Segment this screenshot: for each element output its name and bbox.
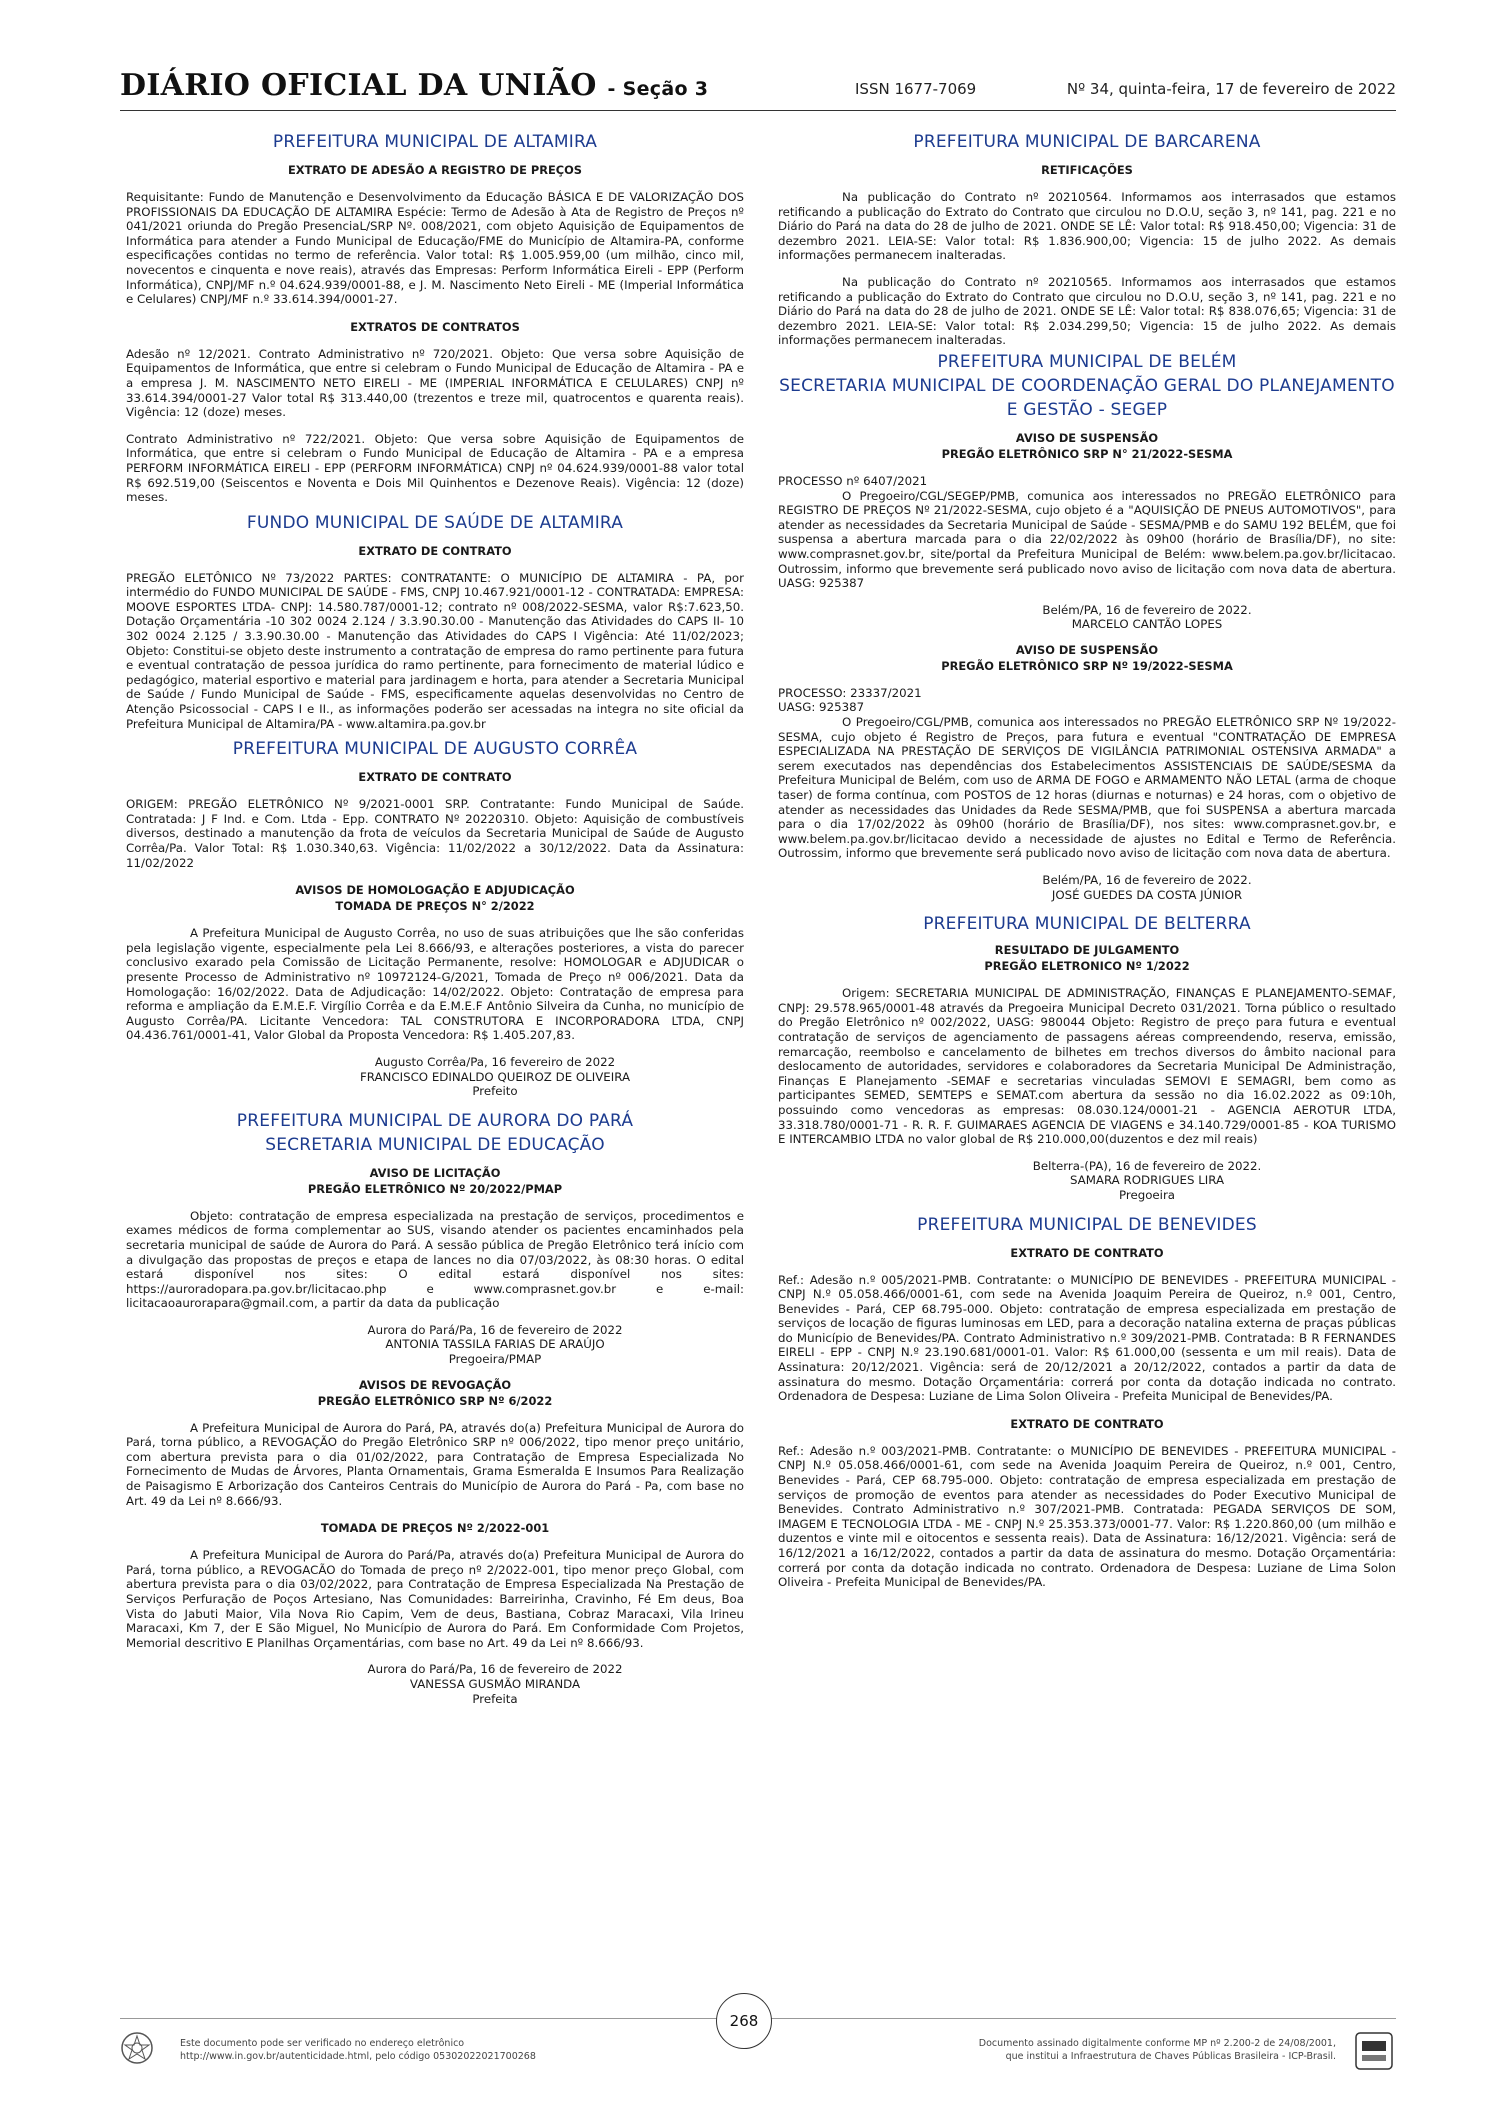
notice-title: AVISOS DE REVOGAÇÃO PREGÃO ELETRÔNICO SRP Nº 6/2022 [317, 1377, 553, 1408]
right-column [778, 124, 1396, 1602]
icp-brasil-logo-icon [1352, 2029, 1396, 2073]
notice-title: TOMADA DE PREÇOS Nº 2/2022-001 [320, 1521, 550, 1536]
notice-title: EXTRATO DE CONTRATO [1010, 1416, 1164, 1431]
entity-heading: FUNDO MUNICIPAL DE SAÚDE DE ALTAMIRA [246, 512, 624, 533]
notice-body: Requisitante: Fundo de Manutenção e Desenvolvimento da Educação BÁSICA E DE VALORIZAÇÃO DOS PROFISSIONAIS DA EDUCAÇÃO DE ALTAMIRA Espécie: Termo de Adesão à Ata de Registro de Preços nº 041/2021 oriunda do Pregão PresenciaL/SRP Nº. 008/2021, com objeto Aquisição de Equipamentos de Informática para atender a Fundo Municipal de Educação/FME do Município de Altamira-PA, conforme especificações contidas no termo de referência. Valor total: R$ 1.005.959,00 (um milhão, cinco mil, novecentos e cinquenta e nove reais), através das Empresas: Perform Informática Eireli - EPP (Perform Informática), CNPJ/MF n.º 04.624.939/0001-88, e J. M. Nascimento Neto Eireli - ME (Imperial Informática e Celulares) CNPJ/MF n.º 33.614.394/0001-27. [126, 190, 744, 307]
coat-of-arms-icon [120, 2031, 154, 2065]
notice-body: Contrato Administrativo nº 722/2021. Objeto: Que versa sobre Aquisição de Equipamentos de Informática, que entre si celebram o Fundo Municipal de Educação de Altamira - PA e a empresa PERFORM INFORMÁTICA EIRELI - EPP (PERFORM INFORMÁTICA) CNPJ nº 04.624.939/0001-88 valor total R$ 692.519,00 (Seiscentos e Noventa e Dois Mil Quinhentos e Dezenove Reais). Vigência: 12 (doze) meses. [126, 431, 744, 505]
page-number: 268 [716, 1993, 772, 2049]
left-column [126, 124, 744, 1716]
uasg-number: UASG: 925387 [778, 700, 865, 715]
notice-title: AVISO DE SUSPENSÃO PREGÃO ELETRÔNICO SRP Nº 19/2022-SESMA [941, 642, 1233, 673]
notice-body: Ref.: Adesão n.º 005/2021-PMB. Contratante: o MUNICÍPIO DE BENEVIDES - PREFEITURA MUNICIPAL - CNPJ N.º 05.058.466/0001-61, com sede na Avenida Joaquim Pereira de Queiroz, n.º 001, Centro, Benevides - Pará, CEP 68.795-000. Objeto: contratação de empresa especializada em prestação de serviços de locação de figuras luminosas em LED, para a decoração natalina externa de praças públicas do Município de Benevides/PA. Contrato Administrativo n.º 309/2021-PMB. Contratada: B R FERNANDES EIRELI - EPP - CNPJ N.º 23.190.681/0001-01. Valor: R$ 61.000,00 (sessenta e um mil reais). Data de Assinatura: 20/12/2021. Vigência: será de 20/12/2021 a 20/12/2022, contados a partir da data de assinatura do mesmo. Dotação Orçamentária: correrá por conta da dotação indicada no contrato. Ordenadora de Despesa: Luziane de Lima Solon Oliveira - Prefeita Municipal de Benevides/PA. [778, 1272, 1396, 1404]
signature-block: Belterra-(PA), 16 de fevereiro de 2022. SAMARA RODRIGUES LIRA Pregoeira [1032, 1158, 1262, 1202]
entity-heading: PREFEITURA MUNICIPAL DE AUGUSTO CORRÊA [232, 739, 638, 760]
signature-block: Aurora do Pará/Pa, 16 de fevereiro de 2022 ANTONIA TASSILA FARIAS DE ARAÚJO Pregoeira/PMAP [367, 1322, 623, 1367]
entity-heading: PREFEITURA MUNICIPAL DE BENEVIDES [917, 1214, 1257, 1235]
notice-title: RESULTADO DE JULGAMENTO PREGÃO ELETRONICO Nº 1/2022 [984, 943, 1190, 974]
entity-heading: PREFEITURA MUNICIPAL DE BELTERRA [923, 914, 1251, 935]
signature-block: Augusto Corrêa/Pa, 16 fevereiro de 2022 FRANCISCO EDINALDO QUEIROZ DE OLIVEIRA Prefeito [359, 1054, 631, 1099]
notice-title: AVISO DE LICITAÇÃO PREGÃO ELETRÔNICO Nº 20/2022/PMAP [307, 1165, 563, 1196]
notice-title: AVISO DE SUSPENSÃO PREGÃO ELETRÔNICO SRP N° 21/2022-SESMA [941, 430, 1233, 461]
notice-body: A Prefeitura Municipal de Aurora do Pará/Pa, através do(a) Prefeitura Municipal de Aurora do Pará, torna público, a REVOGACÃO do Tomada de preço nº 2/2022-001, tipo menor preço Global, com abertura prevista para o dia 03/02/2022, para Contratação de Empresa Especializada Na Prestação de Serviços Perfuração de Poços Artesiano, Nas Comunidades: Barreirinha, Cravinho, Fé Em deus, Boa Vista do Jabuti Maior, Vila Nova Rio Capim, Vem de deus, Bastiana, Cobraz Maracaxi, Vila Irineu Maracaxi, Km 7, der E São Miguel, No Município de Aurora do Pará. Em Conformidade Com Projetos, Memorial descritivo E Planilhas Orçamentárias, com base no Art. 49 da Lei nº 8.666/93. [126, 1548, 744, 1650]
page-header [120, 62, 1396, 111]
verification-note: Este documento pode ser verificado no endereço eletrônico http://www.in.gov.br/autenticidade.html, pelo código 05302022021700268 [180, 2038, 536, 2062]
entity-heading: PREFEITURA MUNICIPAL DE BELÉM SECRETARIA MUNICIPAL DE COORDENAÇÃO GERAL DO PLANEJAMENTO E GESTÃO - SEGEP [779, 351, 1395, 420]
notice-body: O Pregoeiro/CGL/PMB, comunica aos interessados no PREGÃO ELETRÔNICO SRP Nº 19/2022-SESMA, cujo objeto é Registro de Preços, para futura e eventual "CONTRATAÇÃO DE EMPRESA ESPECIALIZADA NA PRESTAÇÃO DE SERVIÇOS DE VIGILÂNCIA PATRIMONIAL OSTENSIVA ARMADA" a serem executados nas dependências dos Estabelecimentos ASSISTENCIAIS DE SAÚDE/SESMA da Prefeitura Municipal de Belém, com uso de ARMA DE FOGO e ARMAMENTO NÃO LETAL (arma de choque taser) de forma contínua, com POSTOS de 12 horas (diurnas e noturnas) e 24 horas, com o objetivo de atender as necessidades das Unidades da Rede SESMA/PMB, que foi SUSPENSA a abertura marcada para o dia 17/02/2022 às 09h00 (horário de Brasília/DF), nos sites: www.comprasnet.gov.br, e www.belem.pa.gov.br/licitacao devido a necessidade de ajustes no Edital e Termo de Referência. Outrossim, informo que brevemente será publicado novo aviso de licitação com nova data de abertura. [778, 715, 1396, 861]
process-number: PROCESSO: 23337/2021 [778, 685, 922, 700]
section-label: - Seção 3 [607, 78, 709, 100]
notice-body: Ref.: Adesão n.º 003/2021-PMB. Contratante: o MUNICÍPIO DE BENEVIDES - PREFEITURA MUNICIPAL - CNPJ N.º 05.058.466/0001-61, com sede na Avenida Joaquim Pereira de Queiroz, n.º 001, Centro, Benevides - Pará, CEP 68.795-000. Objeto: contratação de empresa especializada em prestação de serviços de promoção de eventos para atender as necessidades do Poder Executivo Municipal de Benevides. Contrato Administrativo n.º 307/2021-PMB. Contratada: PEGADA SERVIÇOS DE SOM, IMAGEM E TECNOLOGIA LTDA - ME - CNPJ N.º 25.353.373/0001-77. Valor: R$ 1.220.860,00 (um milhão e duzentos e vinte mil e oitocentos e sessenta reais). Data de Assinatura: 16/12/2021. Vigência: será de 16/12/2021 a 16/12/2022, contados a partir da data de assinatura do mesmo. Dotação Orçamentária: correrá por conta da dotação indicada no contrato. Ordenadora de Despesa: Luziane de Lima Solon Oliveira - Prefeita Municipal de Benevides/PA. [778, 1443, 1396, 1590]
notice-title: EXTRATO DE ADESÃO A REGISTRO DE PREÇOS [287, 163, 583, 177]
notice-title: EXTRATO DE CONTRATO [358, 770, 512, 785]
notice-title: RETIFICAÇÕES [1041, 163, 1133, 177]
journal-title: DIÁRIO OFICIAL DA UNIÃO - Seção 3 [120, 68, 709, 103]
issue-date: Nº 34, quinta-feira, 17 de fevereiro de 2022 [1066, 80, 1396, 98]
notice-body: A Prefeitura Municipal de Aurora do Pará, PA, através do(a) Prefeitura Municipal de Aurora do Pará, torna público, a REVOGAÇÃO do Pregão Eletrônico SRP nº 006/2022, tipo menor preço unitário, com abertura prevista para o dia 01/02/2022, para Contratação de Empresa Especializada No Fornecimento de Mudas de Árvores, Planta Ornamentais, Grama Esmeralda E Insumos Para Realização de Paisagismo E Arborização dos Canteiros Centrais do Município de Aurora do Pará - Pa, com base no Art. 49 da Lei nº 8.666/93. [126, 1420, 744, 1508]
notice-body: Origem: SECRETARIA MUNICIPAL DE ADMINISTRAÇÃO, FINANÇAS E PLANEJAMENTO-SEMAF, CNPJ: 29.578.965/0001-48 através da Pregoeira Municipal Decreto 031/2021. Torna público o resultado do Pregão Eletrônico nº 002/2022, UASG: 980044 Objeto: Registro de preço para futura e eventual contratação de serviços de agenciamento de passagens aéreas compreendendo, reserva, emissão, remarcação, reembolso e cancelamento de bilhetes em trechos diversos do âmbito nacional para deslocamento de autoridades, servidores e colaboradores da Secretaria Municipal De Administração, Finanças E Planejamento -SEMAF e secretarias vinculadas SEMOVI E SEMAGRI, bem como as participantes SEMED, SEMTEPS e SEMAT.com abertura da sessão no dia 16.02.2022 as 09:10h, possuindo como vencedoras as empresas: 08.030.124/0001-21 - AGENCIA AEROTUR LTDA, 33.318.780/0001-71 - R. R. F. GUIMARAES AGENCIA DE VIAGENS e 34.140.729/0001-85 - KOA TURISMO E INTERCAMBIO LTDA no valor global de R$ 210.000,00(duzentos e dez mil reais) [778, 986, 1396, 1147]
notice-body: Adesão nº 12/2021. Contrato Administrativo nº 720/2021. Objeto: Que versa sobre Aquisição de Equipamentos de Informática, que entre si celebram o Fundo Municipal de Educação de Altamira - PA e a empresa J. M. NASCIMENTO NETO EIRELI - ME (IMPERIAL INFORMÁTICA E CELULARES) CNPJ nº 33.614.394/0001-27 Valor total R$ 313.440,00 (trezentos e treze mil, quatrocentos e quarenta reais). Vigência: 12 (doze) meses. [126, 346, 744, 420]
notice-body: O Pregoeiro/CGL/SEGEP/PMB, comunica aos interessados no PREGÃO ELETRÔNICO para REGISTRO DE PREÇOS Nº 21/2022-SESMA, cujo objeto é a "AQUISIÇÃO DE PNEUS AUTOMOTIVOS", para atender as necessidades da Secretaria Municipal de Saúde - SESMA/PMB e do SAMU 192 BELÉM, que foi suspensa a abertura marcada para o dia 22/02/2022 às 09h00 (horário de Brasília/DF), no site: www.comprasnet.gov.br, site/portal da Prefeitura Municipal de Belém: www.belem.pa.gov.br/licitacao. Outrossim, informo que brevemente será publicado novo aviso de licitação com nova data de abertura. UASG: 925387 [778, 488, 1396, 591]
issn: ISSN 1677-7069 [855, 80, 977, 98]
entity-heading: PREFEITURA MUNICIPAL DE AURORA DO PARÁ SECRETARIA MUNICIPAL DE EDUCAÇÃO [236, 1110, 634, 1155]
notice-title: EXTRATOS DE CONTRATOS [350, 319, 520, 334]
notice-body: ORIGEM: PREGÃO ELETRÔNICO Nº 9/2021-0001 SRP. Contratante: Fundo Municipal de Saúde. Contratada: J F Ind. e Com. Ltda - Epp. CONTRATO Nº 20220310. Objeto: Aquisição de combustíveis diversos, destinado a manutenção da frota de veículos da Secretaria Municipal de Saúde de Augusto Corrêa/Pa. Valor Total: R$ 1.030.340,63. Vigência: 11/02/2022 a 30/12/2022. Data da Assinatura: 11/02/2022 [126, 797, 744, 870]
notice-body: PREGÃO ELETÔNICO Nº 73/2022 PARTES: CONTRATANTE: O MUNICÍPIO DE ALTAMIRA - PA, por intermédio do FUNDO MUNICIPAL DE SAÚDE - FMS, CNPJ 10.467.921/0001-12 - CONTRATADA: EMPRESA: MOOVE ESPORTES LTDA- CNPJ: 14.580.787/0001-12; contrato nº 008/2022-SESMA, valor R$:7.623,50. Dotação Orçamentária -10 302 0024 2.124 / 3.3.90.30.00 - Manutenção das Atividades do CAPS II- 10 302 0024 2.125 / 3.3.90.30.00 - Manutenção das Atividades do CAPS I Vigência: Até 11/02/2023; Objeto: Constitui-se objeto deste instrumento a contratação de empresa do ramo pertinente para futura e eventual contratação de pessoa jurídica do ramo pertinente, para fornecimento de material lúdico e pedagógico, material esportivo e material para jardinagem e horta, para atender a Secretaria Municipal de Saúde / Fundo Municipal de Saúde - FMS, especificamente aquelas desenvolvidas no Centro de Atenção Psicossocial - CAPS I e II., as informações poderão ser acessadas na integra no site oficial da Prefeitura Municipal de Altamira/PA - www.altamira.pa.gov.br [126, 570, 744, 731]
notice-body: Na publicação do Contrato nº 20210565. Informamos aos interrasados que estamos retificando a publicação do Extrato do Contrato que circulou no D.O.U, seção 3, nº 141, pag. 221 e no Diário do Pará na data do 28 de julho de 2021. ONDE SE LÊ: Valor total: R$ 838.076,65; Vigencia: 31 de dezembro 2021. LEIA-SE: Valor total: R$ 2.034.299,50; Vigencia: 15 de julho 2022. As demais informações permanecem inalteradas. [778, 274, 1396, 348]
notice-body: Objeto: contratação de empresa especializada na prestação de serviços, procedimentos e exames médicos de forma complementar ao SUS, visando atender os pacientes encaminhados pela secretaria municipal de saúde de Aurora do Pará. A sessão pública de Pregão Eletrônico terá início com a divulgação das propostas de preços e etapa de lances no dia 07/03/2022, às 08:30 horas. O edital estará disponível nos sites: O edital estará disponível nos sites: https://auroradopara.pa.gov.br/licitacao.php e www.comprasnet.gov.br e e-mail: licitacaoaurorapara@gmail.com, a partir da data da publicação [126, 1208, 744, 1311]
notice-title: AVISOS DE HOMOLOGAÇÃO E ADJUDICAÇÃO TOMADA DE PREÇOS N° 2/2022 [295, 883, 575, 914]
signature-note: Documento assinado digitalmente conforme MP nº 2.200-2 de 24/08/2001, que institui a Infraestrutura de Chaves Públicas Brasileira - ICP-Brasil. [978, 2038, 1336, 2062]
notice-title: EXTRATO DE CONTRATO [358, 543, 512, 558]
signature-block: Belém/PA, 16 de fevereiro de 2022. JOSÉ GUEDES DA COSTA JÚNIOR [1042, 873, 1252, 902]
signature-block: Aurora do Pará/Pa, 16 de fevereiro de 2022 VANESSA GUSMÃO MIRANDA Prefeita [367, 1662, 623, 1706]
process-number: PROCESSO nº 6407/2021 [778, 473, 928, 488]
notice-body: Na publicação do Contrato nº 20210564. Informamos aos interrasados que estamos retificando a publicação do Extrato do Contrato que circulou no D.O.U, seção 3, nº 141, pag. 221 e no Diário do Pará na data do 28 de julho de 2021. ONDE SE LÊ: Valor total: R$ 918.450,00; Vigencia: 31 de dezembro 2021. LEIA-SE: Valor total: R$ 1.836.900,00; Vigencia: 15 de julho 2022. As demais informações permanecem inalteradas. [778, 190, 1396, 263]
entity-heading: PREFEITURA MUNICIPAL DE BARCARENA [913, 132, 1261, 152]
notice-title: EXTRATO DE CONTRATO [1010, 1245, 1164, 1260]
page-footer [120, 2012, 1396, 2079]
notice-body: A Prefeitura Municipal de Augusto Corrêa, no uso de suas atribuições que lhe são conferidas pela legislação vigente, especialmente pela Lei 8.666/93, e alterações posteriores, a vista do parecer conclusivo exarado pela Comissão de Licitação Permanente, resolve: HOMOLOGAR e ADJUDICAR o presente Processo de Administrativo nº 10972124-G/2021, Tomada de Preço nº 006/2021. Data da Homologação: 16/02/2022. Data de Adjudicação: 14/02/2022. Objeto: Contratação de empresa para reforma e ampliação da E.M.E.F. Virgílio Corrêa e da E.M.E.F Antônio Silveira da Cunha, no município de Augusto Corrêa/PA. Licitante Vencedora: TAL CONSTRUTORA E INCORPORADORA LTDA, CNPJ 04.436.761/0001-41, Valor Global da Proposta Vencedora: R$ 1.405.207,83. [126, 926, 744, 1043]
entity-heading: PREFEITURA MUNICIPAL DE ALTAMIRA [272, 132, 598, 152]
signature-block: Belém/PA, 16 de fevereiro de 2022. MARCELO CANTÃO LOPES [1042, 602, 1252, 632]
